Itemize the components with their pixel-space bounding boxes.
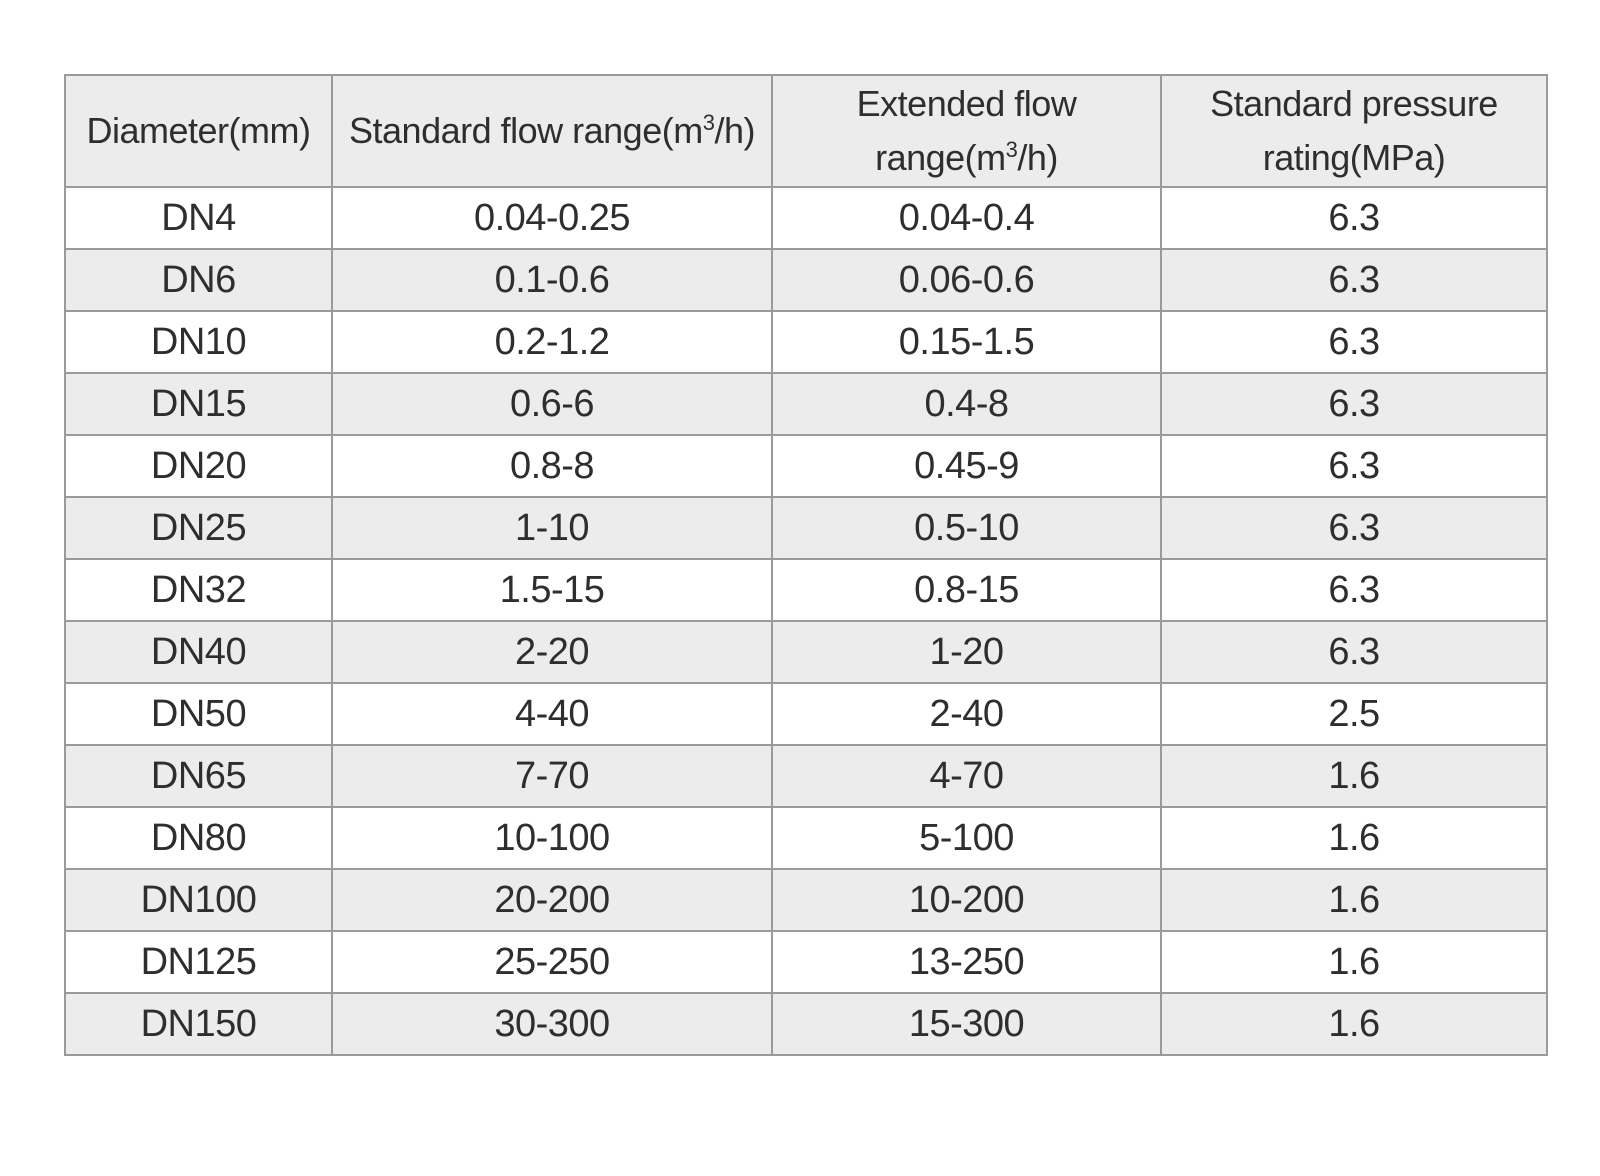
- cell-standard: 20-200: [332, 869, 772, 931]
- cell-standard: 7-70: [332, 745, 772, 807]
- table-row: [65, 807, 1547, 869]
- cell-standard: 2-20: [332, 621, 772, 683]
- cell-extended: 4-70: [772, 745, 1161, 807]
- cell-diameter: DN32: [65, 559, 332, 621]
- cell-pressure: 1.6: [1161, 931, 1547, 993]
- cell-diameter: DN6: [65, 249, 332, 311]
- cell-pressure: 6.3: [1161, 187, 1547, 249]
- header-diameter: Diameter(mm): [65, 75, 332, 187]
- cell-extended: 15-300: [772, 993, 1161, 1055]
- header-extended-flow-text: Extended flow range(m: [856, 83, 1077, 178]
- cell-extended: 0.5-10: [772, 497, 1161, 559]
- table-body: [65, 187, 1547, 1055]
- cell-standard: 0.8-8: [332, 435, 772, 497]
- cell-pressure: 6.3: [1161, 497, 1547, 559]
- cell-diameter: DN125: [65, 931, 332, 993]
- cell-diameter: DN100: [65, 869, 332, 931]
- cell-extended: 5-100: [772, 807, 1161, 869]
- cell-standard: 0.1-0.6: [332, 249, 772, 311]
- cell-extended: 2-40: [772, 683, 1161, 745]
- cell-standard: 1-10: [332, 497, 772, 559]
- header-standard-flow: [332, 75, 772, 187]
- cell-diameter: DN80: [65, 807, 332, 869]
- cell-diameter: DN25: [65, 497, 332, 559]
- cell-standard: 30-300: [332, 993, 772, 1055]
- header-extended-flow-superscript: 3: [1005, 137, 1018, 162]
- cell-standard: 0.6-6: [332, 373, 772, 435]
- cell-standard: 25-250: [332, 931, 772, 993]
- table-row: [65, 993, 1547, 1055]
- table-row: [65, 249, 1547, 311]
- cell-extended: 0.06-0.6: [772, 249, 1161, 311]
- header-extended-flow-suffix: /h): [1017, 137, 1058, 178]
- table-row: [65, 621, 1547, 683]
- cell-extended: 0.04-0.4: [772, 187, 1161, 249]
- cell-standard: 0.2-1.2: [332, 311, 772, 373]
- cell-diameter: DN50: [65, 683, 332, 745]
- cell-standard: 4-40: [332, 683, 772, 745]
- header-pressure: [1161, 75, 1547, 187]
- cell-pressure: 1.6: [1161, 807, 1547, 869]
- cell-pressure: 6.3: [1161, 559, 1547, 621]
- cell-pressure: 2.5: [1161, 683, 1547, 745]
- cell-extended: 0.8-15: [772, 559, 1161, 621]
- cell-extended: 1-20: [772, 621, 1161, 683]
- table-row: [65, 683, 1547, 745]
- cell-diameter: DN15: [65, 373, 332, 435]
- cell-extended: 13-250: [772, 931, 1161, 993]
- header-extended-flow: [772, 75, 1161, 187]
- cell-extended: 0.45-9: [772, 435, 1161, 497]
- cell-diameter: DN20: [65, 435, 332, 497]
- cell-pressure: 6.3: [1161, 311, 1547, 373]
- table-row: [65, 497, 1547, 559]
- header-pressure-line2: rating(MPa): [1262, 137, 1446, 178]
- cell-standard: 1.5-15: [332, 559, 772, 621]
- cell-extended: 0.15-1.5: [772, 311, 1161, 373]
- cell-diameter: DN150: [65, 993, 332, 1055]
- flow-spec-table: [64, 74, 1548, 1056]
- cell-pressure: 6.3: [1161, 249, 1547, 311]
- table-row: [65, 311, 1547, 373]
- cell-standard: 0.04-0.25: [332, 187, 772, 249]
- cell-pressure: 1.6: [1161, 993, 1547, 1055]
- header-pressure-line1: Standard pressure: [1210, 83, 1498, 124]
- cell-extended: 10-200: [772, 869, 1161, 931]
- table-row: [65, 435, 1547, 497]
- cell-pressure: 1.6: [1161, 869, 1547, 931]
- header-row: [65, 75, 1547, 187]
- table-row: [65, 187, 1547, 249]
- cell-pressure: 1.6: [1161, 745, 1547, 807]
- header-standard-flow-suffix: /h): [714, 110, 755, 151]
- cell-diameter: DN4: [65, 187, 332, 249]
- table-row: [65, 373, 1547, 435]
- header-standard-flow-text: Standard flow range(m: [349, 110, 703, 151]
- table-row: [65, 559, 1547, 621]
- header-standard-flow-superscript: 3: [702, 110, 715, 135]
- cell-diameter: DN65: [65, 745, 332, 807]
- table-row: [65, 931, 1547, 993]
- table-row: [65, 869, 1547, 931]
- table-header: [65, 75, 1547, 187]
- cell-pressure: 6.3: [1161, 435, 1547, 497]
- cell-diameter: DN40: [65, 621, 332, 683]
- cell-standard: 10-100: [332, 807, 772, 869]
- cell-extended: 0.4-8: [772, 373, 1161, 435]
- cell-pressure: 6.3: [1161, 373, 1547, 435]
- cell-pressure: 6.3: [1161, 621, 1547, 683]
- table-row: [65, 745, 1547, 807]
- cell-diameter: DN10: [65, 311, 332, 373]
